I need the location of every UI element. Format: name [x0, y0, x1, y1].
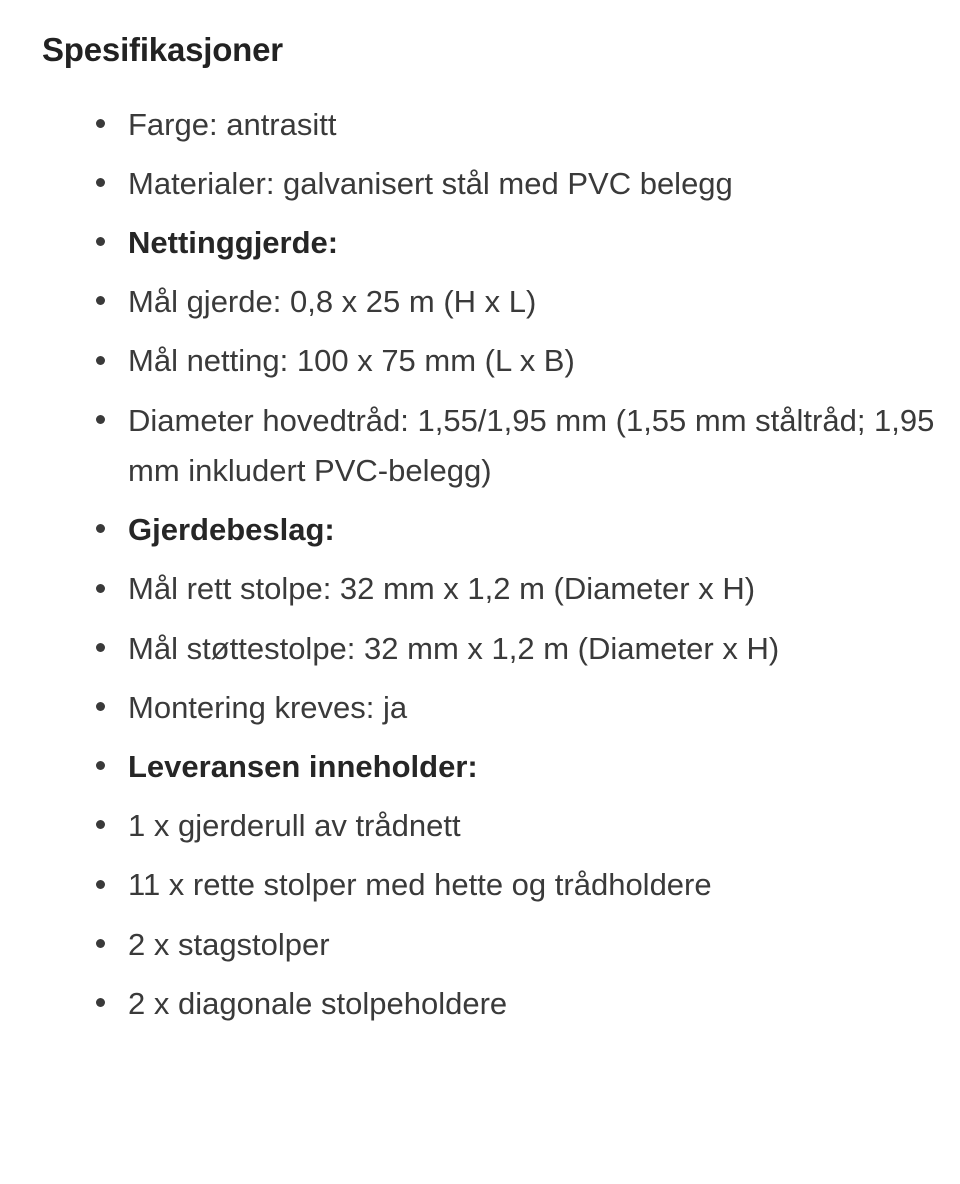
- bullet-icon: [96, 643, 105, 652]
- list-item-label: 2 x stagstolper: [128, 926, 330, 962]
- list-item-label: Nettinggjerde:: [128, 225, 339, 261]
- bullet-icon: [96, 998, 105, 1007]
- list-item-label: 2 x diagonale stolpeholdere: [128, 985, 508, 1021]
- list-item: [24, 218, 936, 268]
- list-item: [24, 396, 936, 496]
- bullet-icon: [96, 761, 105, 770]
- bullet-icon: [96, 820, 105, 829]
- list-item-label: Mål rett stolpe: 32 mm x 1,2 m (Diameter x H): [128, 571, 756, 607]
- bullet-icon: [96, 584, 105, 593]
- bullet-icon: [96, 702, 105, 711]
- list-item-label: Farge: antrasitt: [128, 106, 337, 142]
- bullet-icon: [96, 524, 105, 533]
- list-item: [24, 505, 936, 555]
- list-item-label: Gjerdebeslag:: [128, 512, 335, 548]
- list-item: [24, 742, 936, 792]
- bullet-icon: [96, 939, 105, 948]
- list-item: [24, 277, 936, 327]
- list-item-label: Leveransen inneholder:: [128, 749, 478, 784]
- list-item: [24, 860, 936, 910]
- bullet-icon: [96, 296, 105, 305]
- page-title: Spesifikasjoner: [42, 31, 283, 68]
- bullet-icon: [96, 178, 105, 187]
- bullet-icon: [96, 119, 105, 128]
- list-item-label: 1 x gjerderull av trådnett: [128, 808, 461, 844]
- list-item: [24, 564, 936, 614]
- list-item: [24, 979, 936, 1029]
- list-item: [24, 159, 936, 209]
- list-item: [24, 336, 936, 386]
- list-item-label: Materialer: galvanisert stål med PVC belegg: [128, 165, 733, 201]
- bullet-icon: [96, 880, 105, 889]
- bullet-icon: [96, 415, 105, 424]
- list-item-label: Mål støttestolpe: 32 mm x 1,2 m (Diameter x H): [128, 630, 780, 666]
- list-item: [24, 683, 936, 733]
- list-item-label: Diameter hovedtråd: 1,55/1,95 mm (1,55 mm ståltråd; 1,95 mm inkludert PVC-belegg): [128, 402, 935, 488]
- list-item-label: Montering kreves: ja: [128, 689, 408, 725]
- list-item-label: Mål netting: 100 x 75 mm (L x B): [128, 343, 575, 379]
- list-item: [24, 100, 936, 150]
- list-item: [24, 624, 936, 674]
- list-item: [24, 801, 936, 851]
- list-item-label: Mål gjerde: 0,8 x 25 m (H x L): [128, 284, 537, 320]
- specifications-list: [24, 100, 936, 1030]
- bullet-icon: [96, 237, 105, 246]
- list-item: [24, 920, 936, 970]
- list-item-label: 11 x rette stolper med hette og trådholdere: [128, 867, 712, 903]
- bullet-icon: [96, 356, 105, 365]
